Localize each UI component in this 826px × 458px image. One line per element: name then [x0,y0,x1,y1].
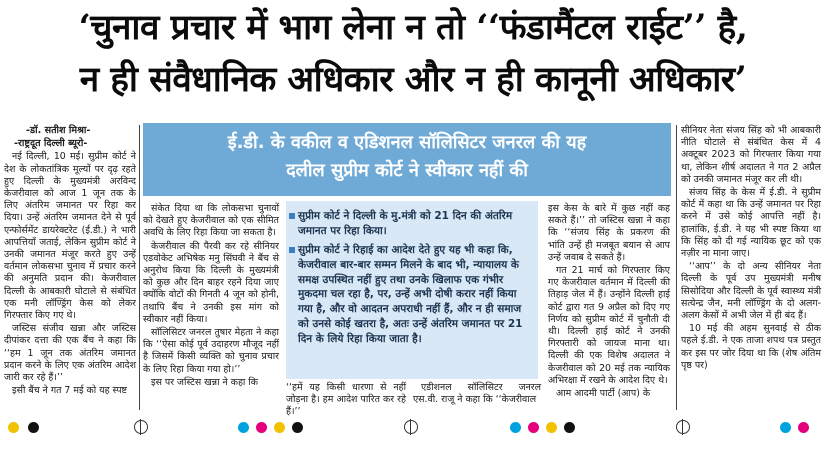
paragraph: सीनियर नेता संजय सिंह को भी आबकारी नीति घोटाले से संबंधित केस में 4 अक्टूबर 2023 को गिरफ्तार किया गया था, लेकिन शीर्ष अदालत ने गत 2 अप्रैल को उनकी जमानत मंजूर कर ली थी। [681,125,821,185]
banner-line-1: ई.डी. के वकील व एडिशनल सॉलिसिटर जनरल की यह [227,132,587,153]
square-bullet-icon [289,247,295,253]
article-column-6 [681,125,821,373]
paragraph: इसी बैंच ने गत 7 मई को यह स्पष्ट [12,385,128,397]
yellow-registration-dot [546,422,557,433]
paragraph: एडीशनल सॉलिसिटर जनरल एस.वी. राजू ने कहा कि ‘‘केजरीवाल [413,382,541,406]
print-margin [0,436,826,458]
column-divider [676,125,677,410]
byline-author: -डॉ. सतीश मिश्रा- [26,125,91,136]
paragraph: नई दिल्ली, 10 मई। सुप्रीम कोर्ट ने देश के लोकतांत्रिक मूल्यों पर दृढ़ रहते हुए दिल्ली के मुख्यमंत्री अरविन्द केजरीवाल को आज 1 जून तक के लिए अंतरिम जमानत पर रिहा कर दिया। उन्हें अंतरिम जमानत देने से पूर्व एन्फोर्समेंट डायरेक्टरेट (ई.डी.) ने भारी आपत्तियाँ जताई, लेकिन सुप्रीम कोर्ट ने उनकी जमानत मंजूर करते हुए उन्हें वर्तमान लोकसभा चुनाव में प्रचार करने की अनुमति प्रदान की। केजरीवाल दिल्ली के आबकारी घोटाले से संबंधित एक मनी लॉण्ड्रिंग केस को लेकर गिरफ्तार किए गए थे। [4,151,136,322]
paragraph: ‘‘आप’’ के दो अन्य सीनियर नेता दिल्ली के पूर्व उप मुख्यमंत्री मनीष सिसोदिया और दिल्ली के पूर्व स्वास्थ्य मंत्री सत्येन्द्र जैन, मनी लॉण्ड्रिंग के दो अलग-अलग केसों में अभी जेल में ही बंद हैं। [681,261,821,322]
headline-line-1: ‘चुनाव प्रचार में भाग लेना न तो ‘‘फंडामैंटल राईट’’ है, [78,7,748,48]
article-column-5 [548,203,670,401]
crosshair-registration-icon [676,420,690,434]
crosshair-registration-icon [134,420,148,434]
article-column-1 [4,125,136,398]
headline-line-2: न ही संवैधानिक अधिकार और न ही कानूनी अधिकार’ [79,59,747,100]
paragraph: 10 मई की अहम सुनवाई से ठीक पहले ई.डी. ने एक ताजा शपथ पत्र प्रस्तुत कर इस पर जोर दिया था कि (शेष अंतिम पृष्ठ पर) [681,323,821,371]
column-divider [139,125,140,410]
article-column-2 [143,203,279,390]
magenta-registration-dot [256,422,267,433]
paragraph: संजय सिंह के केस में ई.डी. ने सुप्रीम कोर्ट में कहा था कि उन्हें जमानत पर रिहा करने में उसे कोई आपत्ति नहीं है। हालांकि, ई.डी. ने यह भी स्पष्ट किया था कि सिंह को दी गई न्यायिक छूट को एक नज़ीर ना माना जाए। [681,187,821,260]
paragraph: ‘‘हमें यह किसी धारणा से नहीं जोड़ना है। हम आदेश पारित कर रहे हैं।’’ [286,382,406,418]
highlight-item: सुप्रीम कोर्ट ने दिल्ली के मु.मंत्री को 21 दिन की अंतरिम जमानत पर रिहा किया। [298,209,530,239]
cyan-registration-dot [510,422,521,433]
paragraph: केजरीवाल की पैरवी कर रहे सीनियर एडवोकेट अभिषेक मनु सिंघवी ने बैंच से अनुरोध किया कि दिल्ली के मुख्यमंत्री को कुछ और दिन बाहर रहने दिया जाए क्योंकि वोटों की गिनती 4 जून को होनी, तथापि बैंच ने उनकी इस मांग को स्वीकार नहीं किया। [143,240,279,325]
square-bullet-icon [289,213,295,219]
yellow-registration-dot [274,422,285,433]
paragraph: इस पर जस्टिस खन्ना ने कहा कि [151,376,258,388]
magenta-registration-dot [528,422,539,433]
paragraph: संकेत दिया था कि लोकसभा चुनावों को देखते हुए केजरीवाल को एक सीमित अवधि के लिए रिहा किया जा सकता है। [143,203,279,239]
cyan-registration-dot [780,422,791,433]
highlight-item: सुप्रीम कोर्ट ने रिहाई का आदेश देते हुए यह भी कहा कि, केजरीवाल बार-बार सम्मन मिलने के बाद भी, न्यायालय के समक्ष उपस्थित नहीं हुए तथा उनके खिलाफ एक गंभीर मुकदमा चल रहा है, पर, उन्हें अभी दोषी करार नहीं किया गया है, और वो आदतन अपराधी नहीं हैं, और न ही समाज को उनसे कोई खतरा है, अतः उन्हें अंतरिम जमानत पर 21 दिन के लिये रिहा किया जाता है। [298,243,530,347]
crosshair-registration-icon [404,420,418,434]
byline-bureau: -राष्ट्रदूत दिल्ली ब्यूरो- [14,138,88,150]
paragraph: आम आदमी पार्टी (आप) के [556,388,651,400]
paragraph: जस्टिस संजीव खन्ना और जस्टिस दीपांकर दत्ता की एक बैंच ने कहा कि ‘‘हम 1 जून तक अंतरिम जमानत प्रदान करने के लिए एक अंतरिम आदेश जारी कर रहे हैं।’’ [4,323,136,384]
cyan-registration-dot [238,422,249,433]
headline [0,2,826,106]
paragraph: इस केस के बारे में कुछ नहीं कह सकते हैं।’’ तो जस्टिस खन्ना ने कहा कि ‘‘संजय सिंह के प्रकरण की भांति उन्हें ही मजबूत बयान से आप उन्हें जवाब दे सकते हैं। [548,203,670,263]
article-column-4-bottom [413,382,541,407]
highlights-box [286,201,538,379]
banner-line-2: दलील सुप्रीम कोर्ट ने स्वीकार नहीं की [286,160,528,181]
subheadline-banner [143,123,671,196]
black-registration-dot [292,422,303,433]
article-column-3-bottom [286,382,406,420]
paragraph: गत 21 मार्च को गिरफ्तार किए गए केजरीवाल वर्तमान में दिल्ली की तिहाड़ जेल में हैं। उन्होंने दिल्ली हाई कोर्ट द्वारा गत 9 अप्रैल को दिए गए निर्णय को सुप्रीम कोर्ट में चुनौती दी थी। दिल्ली हाई कोर्ट ने उनकी गिरफ्तारी को जायज माना था। दिल्ली की एक विशेष अदालत ने केजरीवाल को 20 मई तक न्यायिक अभिरक्षा में रखने के आदेश दिए थे। [548,265,670,386]
black-registration-dot [28,422,39,433]
magenta-registration-dot [798,422,809,433]
paragraph: सॉलिसिटर जनरल तुषार मेहता ने कहा कि ‘‘ऐसा कोई पूर्व उदाहरण मौजूद नहीं है जिसमें किसी व्यक्ति को चुनाव प्रचार के लिए रिहा किया गया हो।’’ [143,327,279,375]
yellow-registration-dot [8,422,19,433]
black-registration-dot [564,422,575,433]
